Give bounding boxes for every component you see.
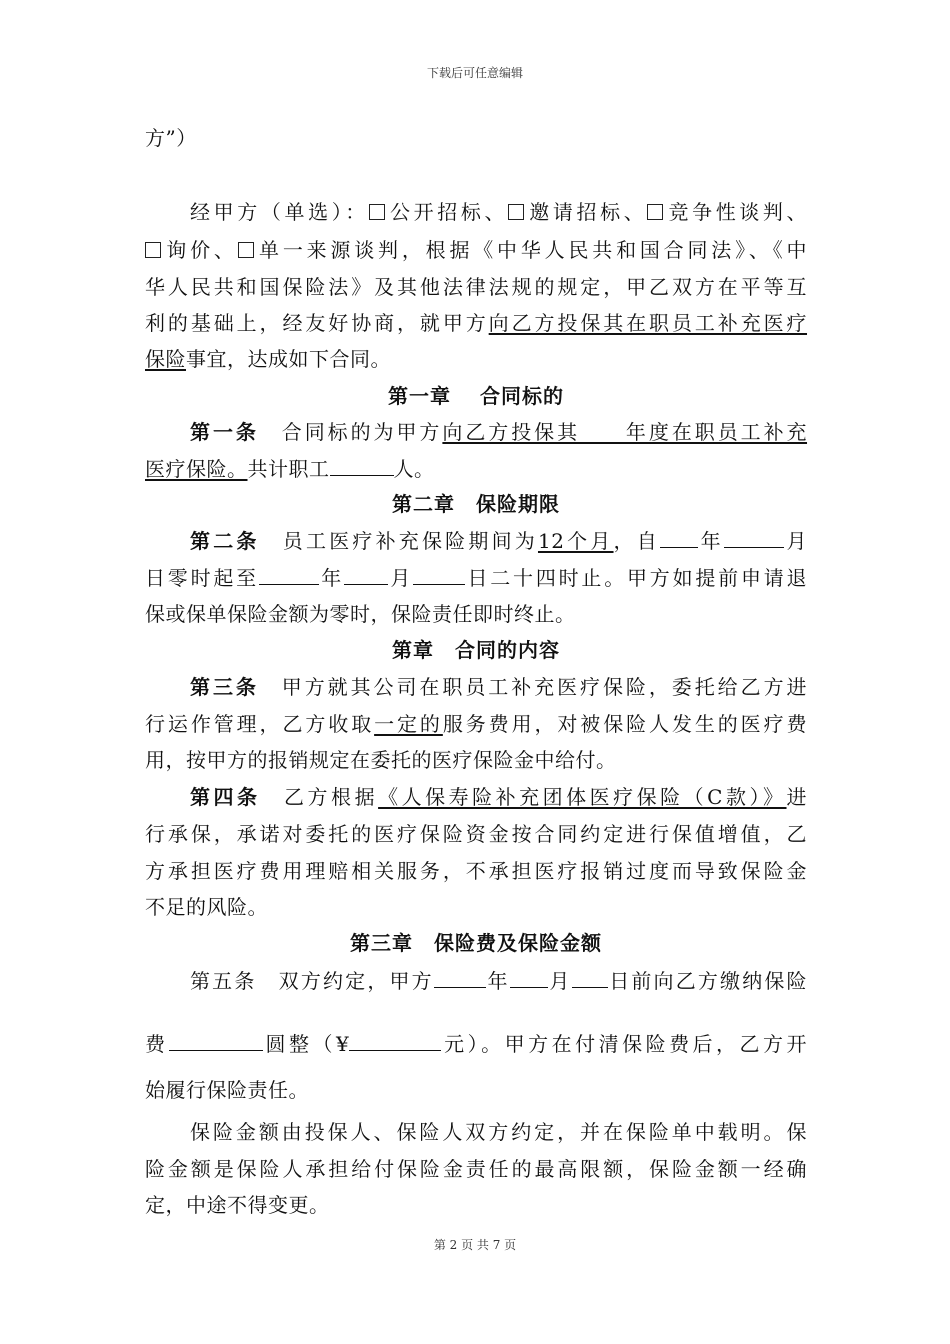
procurement-line-4: 利的基础上，经友好协商，就甲方向乙方投保其在职员工补充医疗: [145, 311, 808, 335]
article-2-line-3: 保或保单保险金额为零时，保险责任即时终止。: [145, 602, 576, 626]
checkbox-icon[interactable]: [238, 242, 254, 258]
procurement-line-3: 华人民共和国保险法》及其他法律法规的规定，甲乙双方在平等互: [145, 275, 807, 299]
blank-field[interactable]: [349, 1030, 441, 1051]
article-1-line-1: 第一条 合同标的为甲方向乙方投保其 年度在职员工补充: [190, 420, 808, 444]
article-4-line-3: 方承担医疗费用理赔相关服务，不承担医疗报销过度而导致保险金: [145, 859, 807, 883]
procurement-line-5: 保险事宜，达成如下合同。: [145, 347, 391, 371]
checkbox-icon[interactable]: [647, 204, 663, 220]
blank-field[interactable]: [510, 967, 548, 988]
blank-field[interactable]: [259, 564, 319, 585]
page-footer: 第 2 页 共 7 页: [433, 1238, 517, 1252]
checkbox-icon[interactable]: [508, 204, 524, 220]
chapter-2-heading: 第二章 保险期限: [392, 492, 560, 516]
insured-amount-line-1: 保险金额由投保人、保险人双方约定，并在保险单中载明。保: [190, 1120, 807, 1144]
chapter-4-heading: 第三章 保险费及保险金额: [350, 931, 602, 955]
blank-field[interactable]: [413, 564, 465, 585]
article-3-line-2: 行运作管理，乙方收取一定的服务费用，对被保险人发生的医疗费: [145, 712, 808, 736]
procurement-line-1: 经甲方（单选）： 公开招标、 邀请招标、 竞争性谈判、: [190, 200, 808, 224]
blank-field[interactable]: [344, 564, 388, 585]
article-2-line-2: 日零时起至 年 月 日二十四时止。甲方如提前申请退: [145, 566, 808, 590]
article-4-line-1: 第四条 乙方根据《人保寿险补充团体医疗保险（C款）》进: [190, 785, 808, 809]
article-5-line-3: 始履行保险责任。: [145, 1078, 309, 1102]
blank-field[interactable]: [660, 527, 698, 548]
blank-field[interactable]: [330, 455, 394, 476]
article-5-line-1: 第五条 双方约定，甲方 年 月 日前向乙方缴纳保险: [190, 969, 808, 993]
blank-field[interactable]: [434, 967, 486, 988]
blank-field[interactable]: [724, 527, 784, 548]
blank-field[interactable]: [572, 967, 608, 988]
article-4-line-4: 不足的风险。: [145, 895, 268, 919]
checkbox-icon[interactable]: [145, 242, 161, 258]
article-2-line-1: 第二条 员工医疗补充保险期间为12个月，自 年 月: [190, 529, 808, 553]
article-5-line-2: 费 圆整（¥ 元）。甲方在付清保险费后，乙方开: [145, 1032, 808, 1056]
checkbox-icon[interactable]: [369, 204, 385, 220]
article-1-line-2: 医疗保险。共计职工 人。: [145, 457, 435, 481]
article-3-line-3: 用，按甲方的报销规定在委托的医疗保险金中给付。: [145, 748, 617, 772]
procurement-line-2: 询价、 单一来源谈判，根据《中华人民共和国合同法》、《中: [145, 236, 807, 264]
page-header: 下载后可任意编辑: [426, 66, 523, 80]
article-4-line-2: 行承保，承诺对委托的医疗保险资金按合同约定进行保值增值，乙: [145, 822, 807, 846]
article-3-line-1: 第三条 甲方就其公司在职员工补充医疗保险，委托给乙方进: [190, 675, 808, 699]
continued-text: 方”）: [145, 126, 197, 150]
chapter-3-heading: 第章 合同的内容: [392, 638, 560, 662]
blank-field[interactable]: [169, 1030, 263, 1051]
insured-amount-line-2: 险金额是保险人承担给付保险金责任的最高限额，保险金额一经确: [145, 1157, 807, 1181]
chapter-1-heading: 第一章 合同标的: [388, 384, 564, 408]
insured-amount-line-3: 定，中途不得变更。: [145, 1193, 330, 1217]
